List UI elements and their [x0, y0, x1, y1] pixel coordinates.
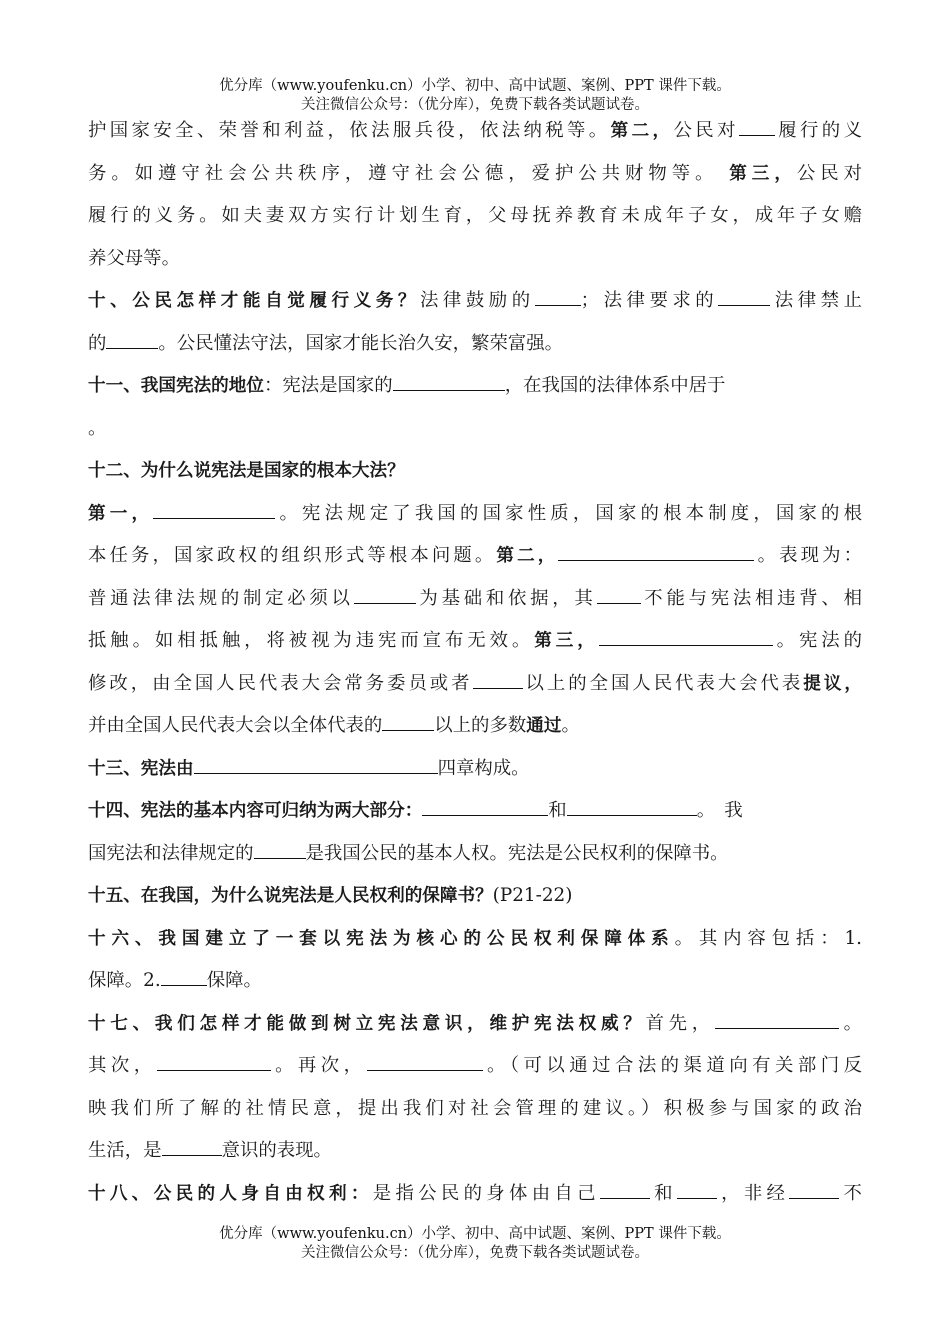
text-line: 其次， 。再次， 。（可以通过合法的渠道向有关部门反 [88, 1055, 862, 1076]
question-18: 十八、公民的人身自由权利：是指公民的身体由自己 和 ，非经 不 [88, 1182, 862, 1204]
fill-blank [153, 504, 275, 519]
fill-blank [161, 971, 207, 986]
fill-blank [558, 546, 754, 561]
fill-blank [106, 334, 158, 349]
text-line: 映我们所了解的社情民意，提出我们对社会管理的建议。）积极参与国家的政治 [88, 1097, 862, 1119]
fill-blank [162, 1141, 222, 1156]
text-line: 生活，是 意识的表现。 [88, 1140, 332, 1161]
question-12: 十二、为什么说宪法是国家的根本大法？ [88, 461, 405, 481]
footer-line-1: 优分库（www.youfenku.cn）小学、初中、高中试题、案例、PPT 课件下载。 [219, 1226, 731, 1242]
fill-blank [473, 674, 523, 689]
fill-blank [567, 801, 697, 816]
question-14: 十四、宪法的基本内容可归纳为两大部分： 和 。 我 [88, 800, 743, 821]
document-body [88, 110, 862, 1215]
text-line: 普通法律法规的制定必须以 为基础和依据，其 不能与宪法相违背、相 [88, 587, 862, 609]
question-16: 十六、我国建立了一套以宪法为核心的公民权利保障体系。其内容包括：1. [88, 927, 862, 949]
fill-blank [739, 121, 775, 136]
header-line-2: 关注微信公众号：（优分库），免费下载各类试题试卷。 [301, 97, 649, 113]
fill-blank [157, 1056, 271, 1071]
fill-blank [597, 589, 641, 604]
fill-blank [677, 1184, 717, 1199]
text-line: 国宪法和法律规定的 是我国公民的基本人权。宪法是公民权利的保障书。 [88, 842, 729, 864]
text-line: 护国家安全、荣誉和利益，依法服兵役，依法纳税等。第二，公民对 履行的义 [88, 120, 862, 141]
question-13: 十三、宪法由 四章构成。 [88, 757, 530, 779]
fill-blank [393, 376, 505, 391]
text-line: 养父母等。 [88, 247, 180, 269]
fill-blank [354, 589, 416, 604]
fill-blank [718, 291, 770, 306]
text-line: 修改，由全国人民代表大会常务委员或者 以上的全国人民代表大会代表提议， [88, 672, 862, 694]
text-line: 本任务，国家政权的组织形式等根本问题。第二， 。表现为： [88, 545, 862, 566]
question-11: 十一、我国宪法的地位：宪法是国家的 ，在我国的法律体系中居于 [88, 375, 726, 396]
text-line: 保障。2. 保障。 [88, 970, 262, 991]
fill-blank [194, 759, 438, 774]
fill-blank [600, 1184, 650, 1199]
fill-blank [254, 844, 306, 859]
question-17: 十七、我们怎样才能做到树立宪法意识，维护宪法权威？首先， 。 [88, 1012, 862, 1034]
question-10: 十、公民怎样才能自觉履行义务？法律鼓励的 ；法律要求的 法律禁止 [88, 290, 862, 311]
text-line: 并由全国人民代表大会以全体代表的 以上的多数通过。 [88, 715, 580, 736]
text-line: 务。如遵守社会公共秩序，遵守社会公德，爱护公共财物等。 第三，公民对 [88, 162, 862, 184]
fill-blank [789, 1184, 839, 1199]
text-line: 的 。公民懂法守法，国家才能长治久安，繁荣富强。 [88, 332, 564, 354]
page-footer [0, 1225, 950, 1263]
text-line: 第一， 。宪法规定了我国的国家性质，国家的根本制度，国家的根 [88, 502, 862, 524]
text-line: 抵触。如相抵触，将被视为违宪而宣布无效。第三， 。宪法的 [88, 630, 862, 651]
fill-blank [382, 716, 434, 731]
fill-blank [535, 291, 581, 306]
question-15: 十五、在我国，为什么说宪法是人民权利的保障书？(P21-22) [88, 885, 573, 906]
fill-blank [715, 1014, 839, 1029]
text-line: 。 [88, 417, 107, 439]
fill-blank [367, 1056, 483, 1071]
fill-blank [422, 801, 548, 816]
header-line-1: 优分库（www.youfenku.cn）小学、初中、高中试题、案例、PPT 课件下载。 [219, 78, 731, 94]
text-line: 履行的义务。如夫妻双方实行计划生育，父母抚养教育未成年子女，成年子女赡 [88, 205, 862, 226]
footer-line-2: 关注微信公众号：（优分库），免费下载各类试题试卷。 [301, 1245, 649, 1261]
fill-blank [599, 631, 773, 646]
